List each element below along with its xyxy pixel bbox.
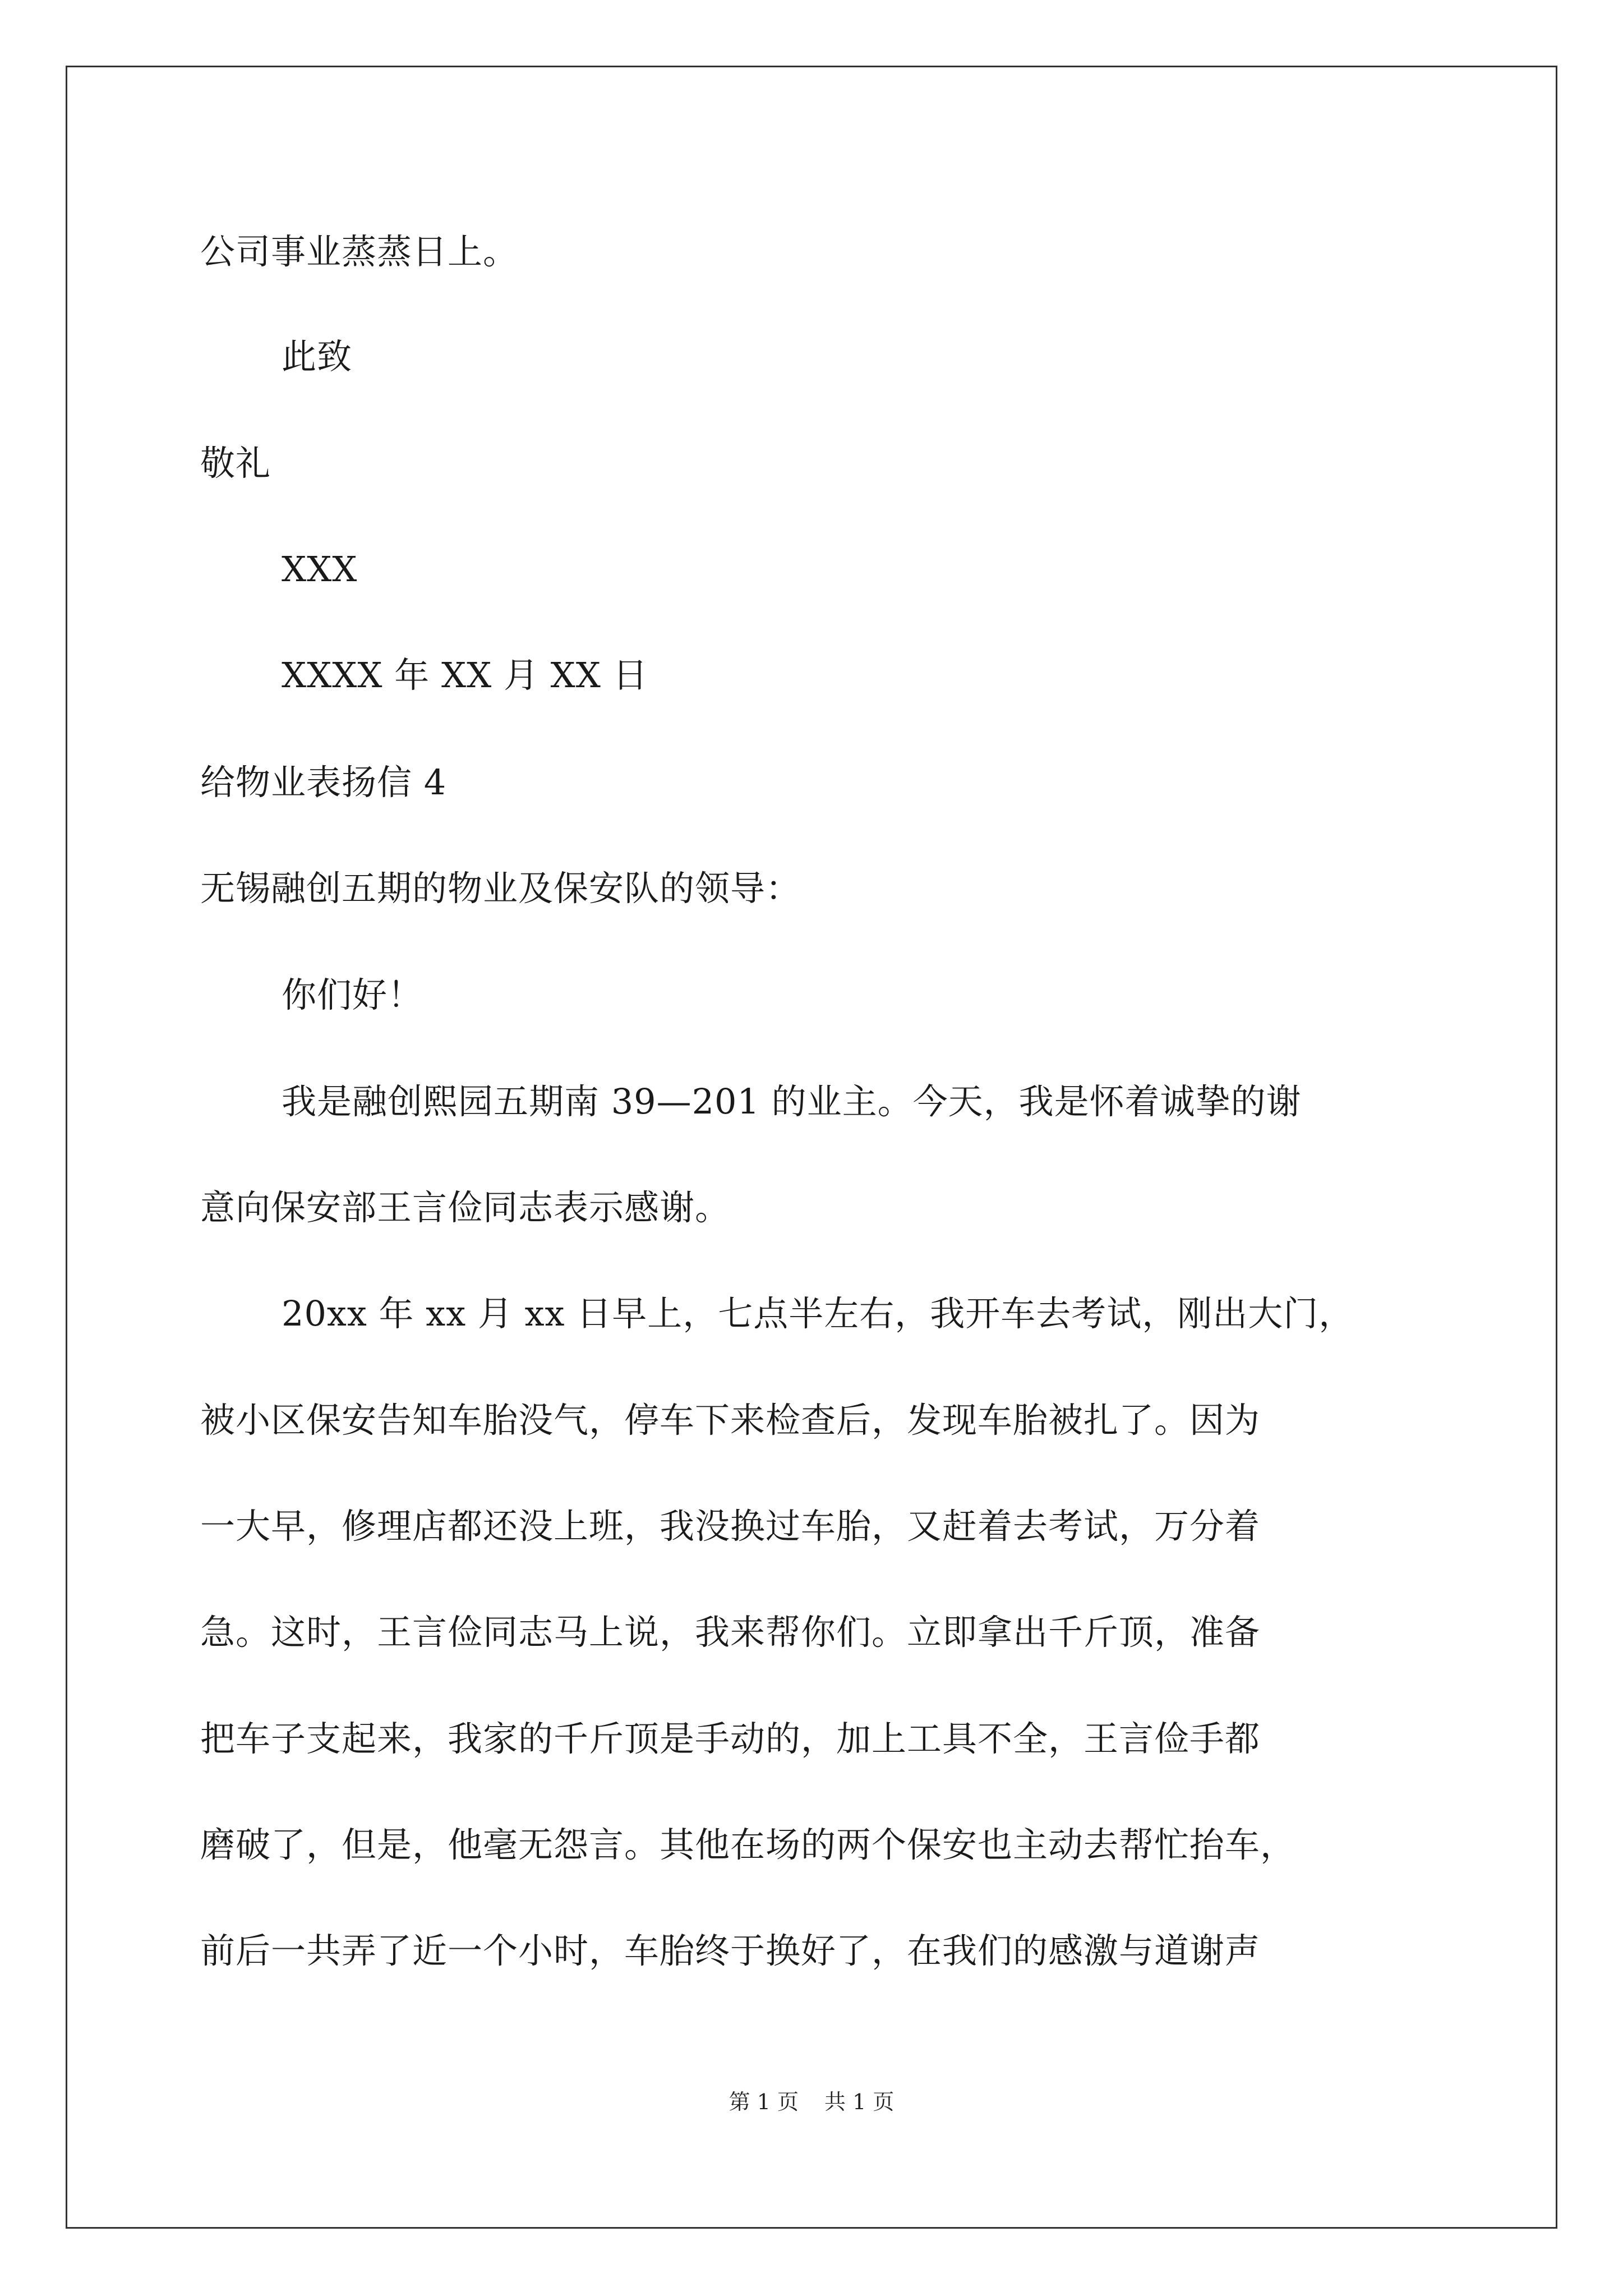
page-footer: [0, 2088, 1623, 2116]
closing-respect: 敬礼: [200, 443, 271, 484]
signature-name: XXX: [282, 549, 358, 590]
page-number: 第 1 页: [728, 2090, 799, 2114]
section-heading: 给物业表扬信 4: [200, 762, 447, 803]
text-line: 把车子支起来，我家的千斤顶是手动的，加上工具不全，王言俭手都: [200, 1718, 1261, 1759]
text-line: 公司事业蒸蒸日上。: [200, 231, 519, 272]
page-border: [66, 66, 1557, 2229]
text-line: 20xx 年 xx 月 xx 日早上，七点半左右，我开车去考试，刚出大门，: [282, 1293, 1354, 1334]
closing-salutation: 此致: [282, 336, 353, 377]
signature-date: XXXX 年 XX 月 XX 日: [282, 655, 648, 696]
letter-recipient: 无锡融创五期的物业及保安队的领导：: [200, 868, 801, 909]
page-total: 共 1 页: [824, 2090, 895, 2114]
letter-greeting: 你们好！: [282, 974, 423, 1015]
text-line: 我是融创熙园五期南 39—201 的业主。今天，我是怀着诚挚的谢: [282, 1081, 1302, 1122]
text-line: 一大早，修理店都还没上班，我没换过车胎，又赶着去考试，万分着: [200, 1506, 1261, 1547]
text-line: 前后一共弄了近一个小时，车胎终于换好了，在我们的感激与道谢声: [200, 1930, 1261, 1971]
text-line: 磨破了，但是，他毫无怨言。其他在场的两个保安也主动去帮忙抬车，: [200, 1824, 1296, 1865]
text-line: 急。这时，王言俭同志马上说，我来帮你们。立即拿出千斤顶，准备: [200, 1612, 1261, 1653]
text-line: 被小区保安告知车胎没气，停车下来检查后，发现车胎被扎了。因为: [200, 1400, 1261, 1441]
text-line: 意向保安部王言俭同志表示感谢。: [200, 1187, 731, 1228]
